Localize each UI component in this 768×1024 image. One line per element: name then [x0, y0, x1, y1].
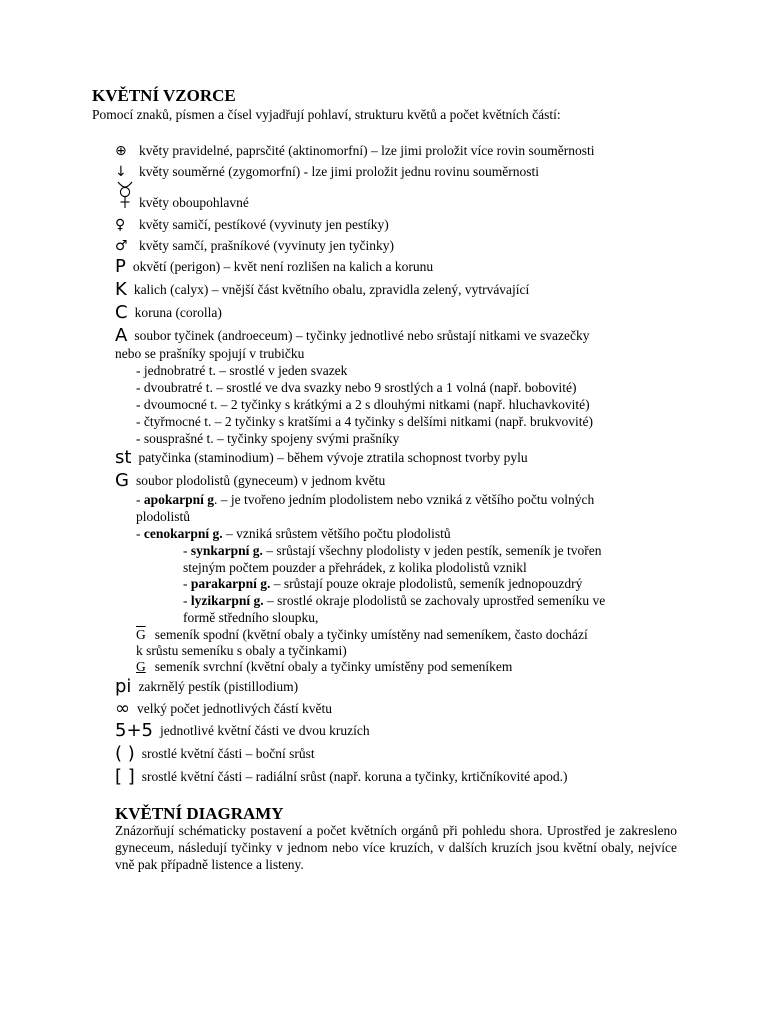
lyzikarpni-term: lyzikarpní g.	[190, 593, 264, 608]
row-calyx	[115, 281, 677, 298]
pistillodium-text: zakrnělý pestík (pistillodium)	[138, 679, 299, 694]
ovary-inferior-text-line1: semeník spodní (květní obaly a tyčinky umístěny nad semeníkem, často dochází	[154, 627, 588, 642]
perigon-text: okvětí (perigon) – květ není rozlišen na kalich a korunu	[132, 259, 434, 274]
androeceum-sub-3: - dvoumocné t. – 2 tyčinky s krátkými a 2 s dlouhými nitkami (např. hluchavkovité)	[136, 397, 590, 412]
male-icon: ♂	[115, 238, 128, 254]
intro-text: Pomocí znaků, písmen a čísel vyjadřují pohlaví, strukturu květů a počet květních částí:	[92, 107, 561, 122]
female-text: květy samičí, pestíkové (vyvinuty jen pestíky)	[139, 217, 389, 232]
diagram-paragraph: Znázorňují schématicky postavení a počet květních orgánů při pohledu shora. Uprostřed je zakresleno gyneceum, následují tyčinky v jednom nebo více kruzích, v dalších kruzích jsou květní obaly, nejvíce vně pak případně listence a listeny.	[115, 823, 677, 872]
cenokarpni-rest: – vzniká srůstem většího počtu plodolistů	[222, 526, 451, 541]
row-perigon	[115, 258, 677, 275]
row-infinity	[115, 700, 677, 717]
lyzikarpni-line2: formě středního sloupku,	[183, 610, 319, 625]
gyneceum-symbol: G	[115, 470, 129, 491]
row-ovary-superior	[136, 658, 512, 675]
apokarpni-line1: - apokarpní g. – je tvořeno jedním plodolistem nebo vzniká z většího počtu volných	[136, 492, 595, 507]
androeceum-sub-5: - sousprašné t. – tyčinky spojeny svými prašníky	[136, 431, 400, 446]
heading-kvetni-diagramy: KVĚTNÍ DIAGRAMY	[115, 804, 284, 823]
ovary-inferior-symbol: $\overline{G}$	[136, 627, 146, 642]
row-androeceum	[115, 327, 677, 344]
calyx-symbol: K	[115, 279, 127, 300]
row-gyneceum	[115, 472, 677, 489]
corolla-text: koruna (corolla)	[134, 305, 222, 320]
row-two-whorls	[115, 722, 677, 739]
zygomorphic-text: květy souměrné (zygomorfní) - lze jimi proložit jednu rovinu souměrnosti	[139, 164, 540, 179]
pistillodium-symbol: pi	[115, 676, 132, 697]
apokarpni-line2: plodolistů	[136, 509, 191, 524]
female-icon: ♀	[115, 217, 126, 233]
male-text: květy samčí, prašníkové (vyvinuty jen tyčinky)	[139, 238, 394, 253]
row-actinomorphic	[115, 142, 677, 160]
gyneceum-text: soubor plodolistů (gyneceum) v jednom květu	[135, 473, 386, 488]
lateral-fusion-text: srostlé květní části – boční srůst	[141, 746, 315, 761]
row-ovary-inferior	[136, 626, 588, 643]
synkarpni-line1: - synkarpní g. – srůstají všechny plodolisty v jeden pestík, semeník je tvořen	[183, 543, 602, 558]
infinity-text: velký počet jednotlivých částí květu	[137, 701, 332, 716]
lyzikarpni-line1: - lyzikarpní g. – srostlé okraje plodolistů se zachovaly uprostřed semeníku ve	[183, 593, 606, 608]
row-lateral-fusion	[115, 745, 677, 762]
row-male	[115, 237, 677, 255]
synkarpni-line2: stejným počtem pouzder a přehrádek, z kolika plodolistů vznikl	[183, 560, 527, 575]
row-pistillodium	[115, 678, 677, 695]
apokarpni-rest: . – je tvořeno jedním plodolistem nebo vzniká z většího počtu volných	[214, 492, 595, 507]
lateral-fusion-symbol: ( )	[115, 743, 135, 764]
parakarpni-term: parakarpní g.	[190, 576, 271, 591]
row-zygomorphic	[115, 163, 677, 181]
staminodium-text: patyčinka (staminodium) – během vývoje ztratila schopnost tvorby pylu	[138, 450, 528, 465]
radial-fusion-text: srostlé květní části – radiální srůst (např. koruna a tyčinky, krtičníkovité apod.)	[141, 769, 568, 784]
row-corolla	[115, 304, 677, 321]
cenokarpni-term: cenokarpní g.	[143, 526, 223, 541]
radial-fusion-symbol: [ ]	[115, 766, 135, 787]
lyzikarpni-rest: – srostlé okraje plodolistů se zachovaly uprostřed semeníku ve	[263, 593, 606, 608]
row-radial-fusion	[115, 768, 677, 785]
ovary-superior-text: semeník svrchní (květní obaly a tyčinky umístěny pod semeníkem	[154, 659, 513, 674]
hermaphrodite-icon	[115, 180, 135, 210]
infinity-symbol: ∞	[115, 698, 130, 719]
calyx-text: kalich (calyx) – vnější část květního obalu, zpravidla zelený, vytrvávající	[133, 282, 530, 297]
cenokarpni-line: - cenokarpní g. – vzniká srůstem většího počtu plodolistů	[136, 526, 451, 541]
parakarpni-line: - parakarpní g. – srůstají pouze okraje plodolistů, semeník jednopouzdrý	[183, 576, 583, 591]
androeceum-text-line2: nebo se prašníky spojují v trubičku	[115, 346, 305, 361]
row-bisexual	[139, 194, 679, 211]
androeceum-sub-1: - jednobratré t. – srostlé v jeden svazek	[136, 363, 348, 378]
parakarpni-rest: – srůstají pouze okraje plodolistů, semeník jednopouzdrý	[270, 576, 583, 591]
corolla-symbol: C	[115, 302, 128, 323]
apokarpni-term: apokarpní g	[143, 492, 215, 507]
ovary-superior-symbol: G	[136, 659, 146, 674]
row-staminodium	[115, 449, 677, 466]
ovary-inferior-text-line2: k srůstu semeníku s obaly a tyčinkami)	[136, 643, 347, 658]
staminodium-symbol: st	[115, 447, 132, 468]
zygomorphic-symbol: ↓	[115, 164, 127, 180]
androeceum-sub-4: - čtyřmocné t. – 2 tyčinky s kratšími a 4 tyčinky s delšími nitkami (např. brukvovité)	[136, 414, 594, 429]
two-whorls-text: jednotlivé květní části ve dvou kruzích	[160, 723, 370, 738]
androeceum-symbol: A	[115, 325, 128, 346]
row-female	[115, 216, 677, 234]
androeceum-text-line1: soubor tyčinek (androeceum) – tyčinky jednotlivé nebo srůstají nitkami ve svazečky	[134, 328, 590, 343]
bisexual-text: květy oboupohlavné	[139, 195, 249, 210]
heading-kvetni-vzorce: KVĚTNÍ VZORCE	[92, 86, 236, 105]
actinomorphic-symbol: ⊕	[115, 143, 127, 159]
androeceum-sub-2: - dvoubratré t. – srostlé ve dva svazky nebo 9 srostlých a 1 volná (např. bobovité)	[136, 380, 577, 395]
synkarpni-rest: – srůstají všechny plodolisty v jeden pestík, semeník je tvořen	[262, 543, 602, 558]
actinomorphic-text: květy pravidelné, paprsčité (aktinomorfní) – lze jimi proložit více rovin souměrnosti	[139, 143, 595, 158]
two-whorls-symbol: 5+5	[115, 720, 153, 741]
synkarpni-term: synkarpní g.	[190, 543, 263, 558]
perigon-symbol: P	[115, 256, 126, 277]
